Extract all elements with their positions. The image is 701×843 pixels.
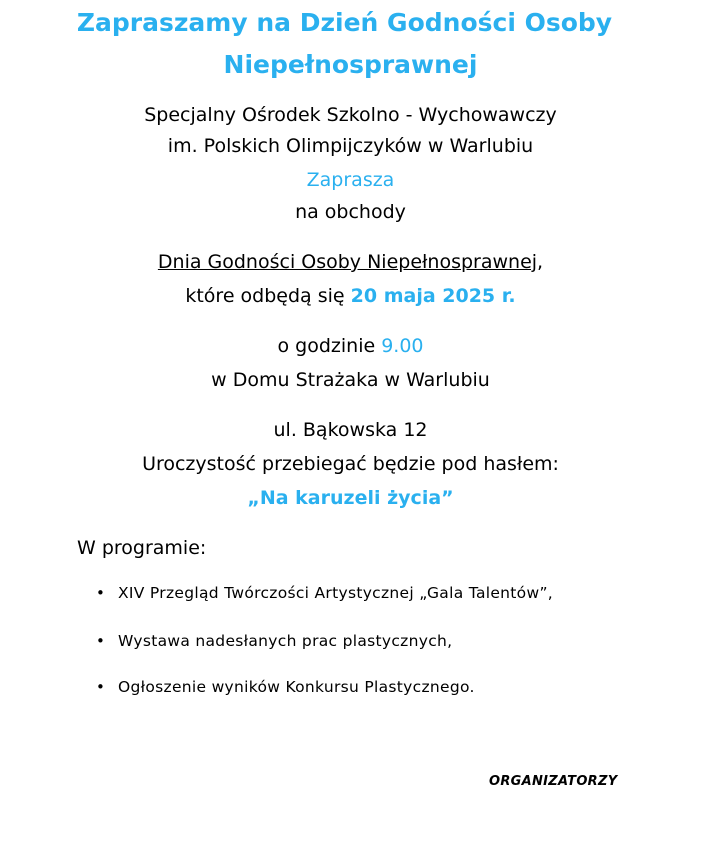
motto: „Na karuzeli życia” [247, 487, 454, 509]
street-line: ul. Bąkowska 12 [273, 419, 428, 441]
time-line [0, 333, 701, 359]
venue-line: w Domu Strażaka w Warlubiu [211, 369, 490, 391]
event-name-suffix: , [537, 251, 544, 273]
date-line [0, 283, 701, 309]
event-date: 20 maja 2025 r. [350, 285, 516, 307]
bullet-icon: • [96, 632, 106, 650]
title-line-2: Niepełnosprawnej [223, 50, 478, 79]
program-heading: W programie: [77, 537, 207, 559]
event-name-line [0, 249, 701, 275]
motto-intro: Uroczystość przebiegać będzie pod hasłem: [142, 453, 559, 475]
date-intro: które odbędą się [185, 285, 345, 307]
event-name: Dnia Godności Osoby Niepełnosprawnej [157, 251, 538, 273]
program-item [96, 582, 566, 604]
bullet-icon: • [96, 678, 106, 696]
program-item-text: Ogłoszenie wyników Konkursu Plastycznego. [118, 678, 475, 696]
invites-text: Zaprasza [306, 169, 395, 191]
program-item [96, 630, 566, 652]
school-name-line-2: im. Polskich Olimpijczyków w Warlubiu [167, 135, 534, 157]
time-intro: o godzinie [277, 335, 376, 357]
event-time: 9.00 [381, 335, 424, 357]
bullet-icon: • [96, 584, 106, 602]
program-list [96, 582, 566, 698]
program-item-text: XIV Przegląd Twórczości Artystycznej „Gala Talentów”, [118, 584, 553, 602]
program-item [96, 676, 566, 698]
program-item-text: Wystawa nadesłanych prac plastycznych, [118, 632, 453, 650]
school-name-line-1: Specjalny Ośrodek Szkolno - Wychowawczy [144, 104, 557, 126]
title-line-1: Zapraszamy na Dzień Godności Osoby [76, 8, 613, 37]
organizers-signature: ORGANIZATORZY [489, 774, 618, 789]
celebrations-text: na obchody [295, 201, 406, 223]
